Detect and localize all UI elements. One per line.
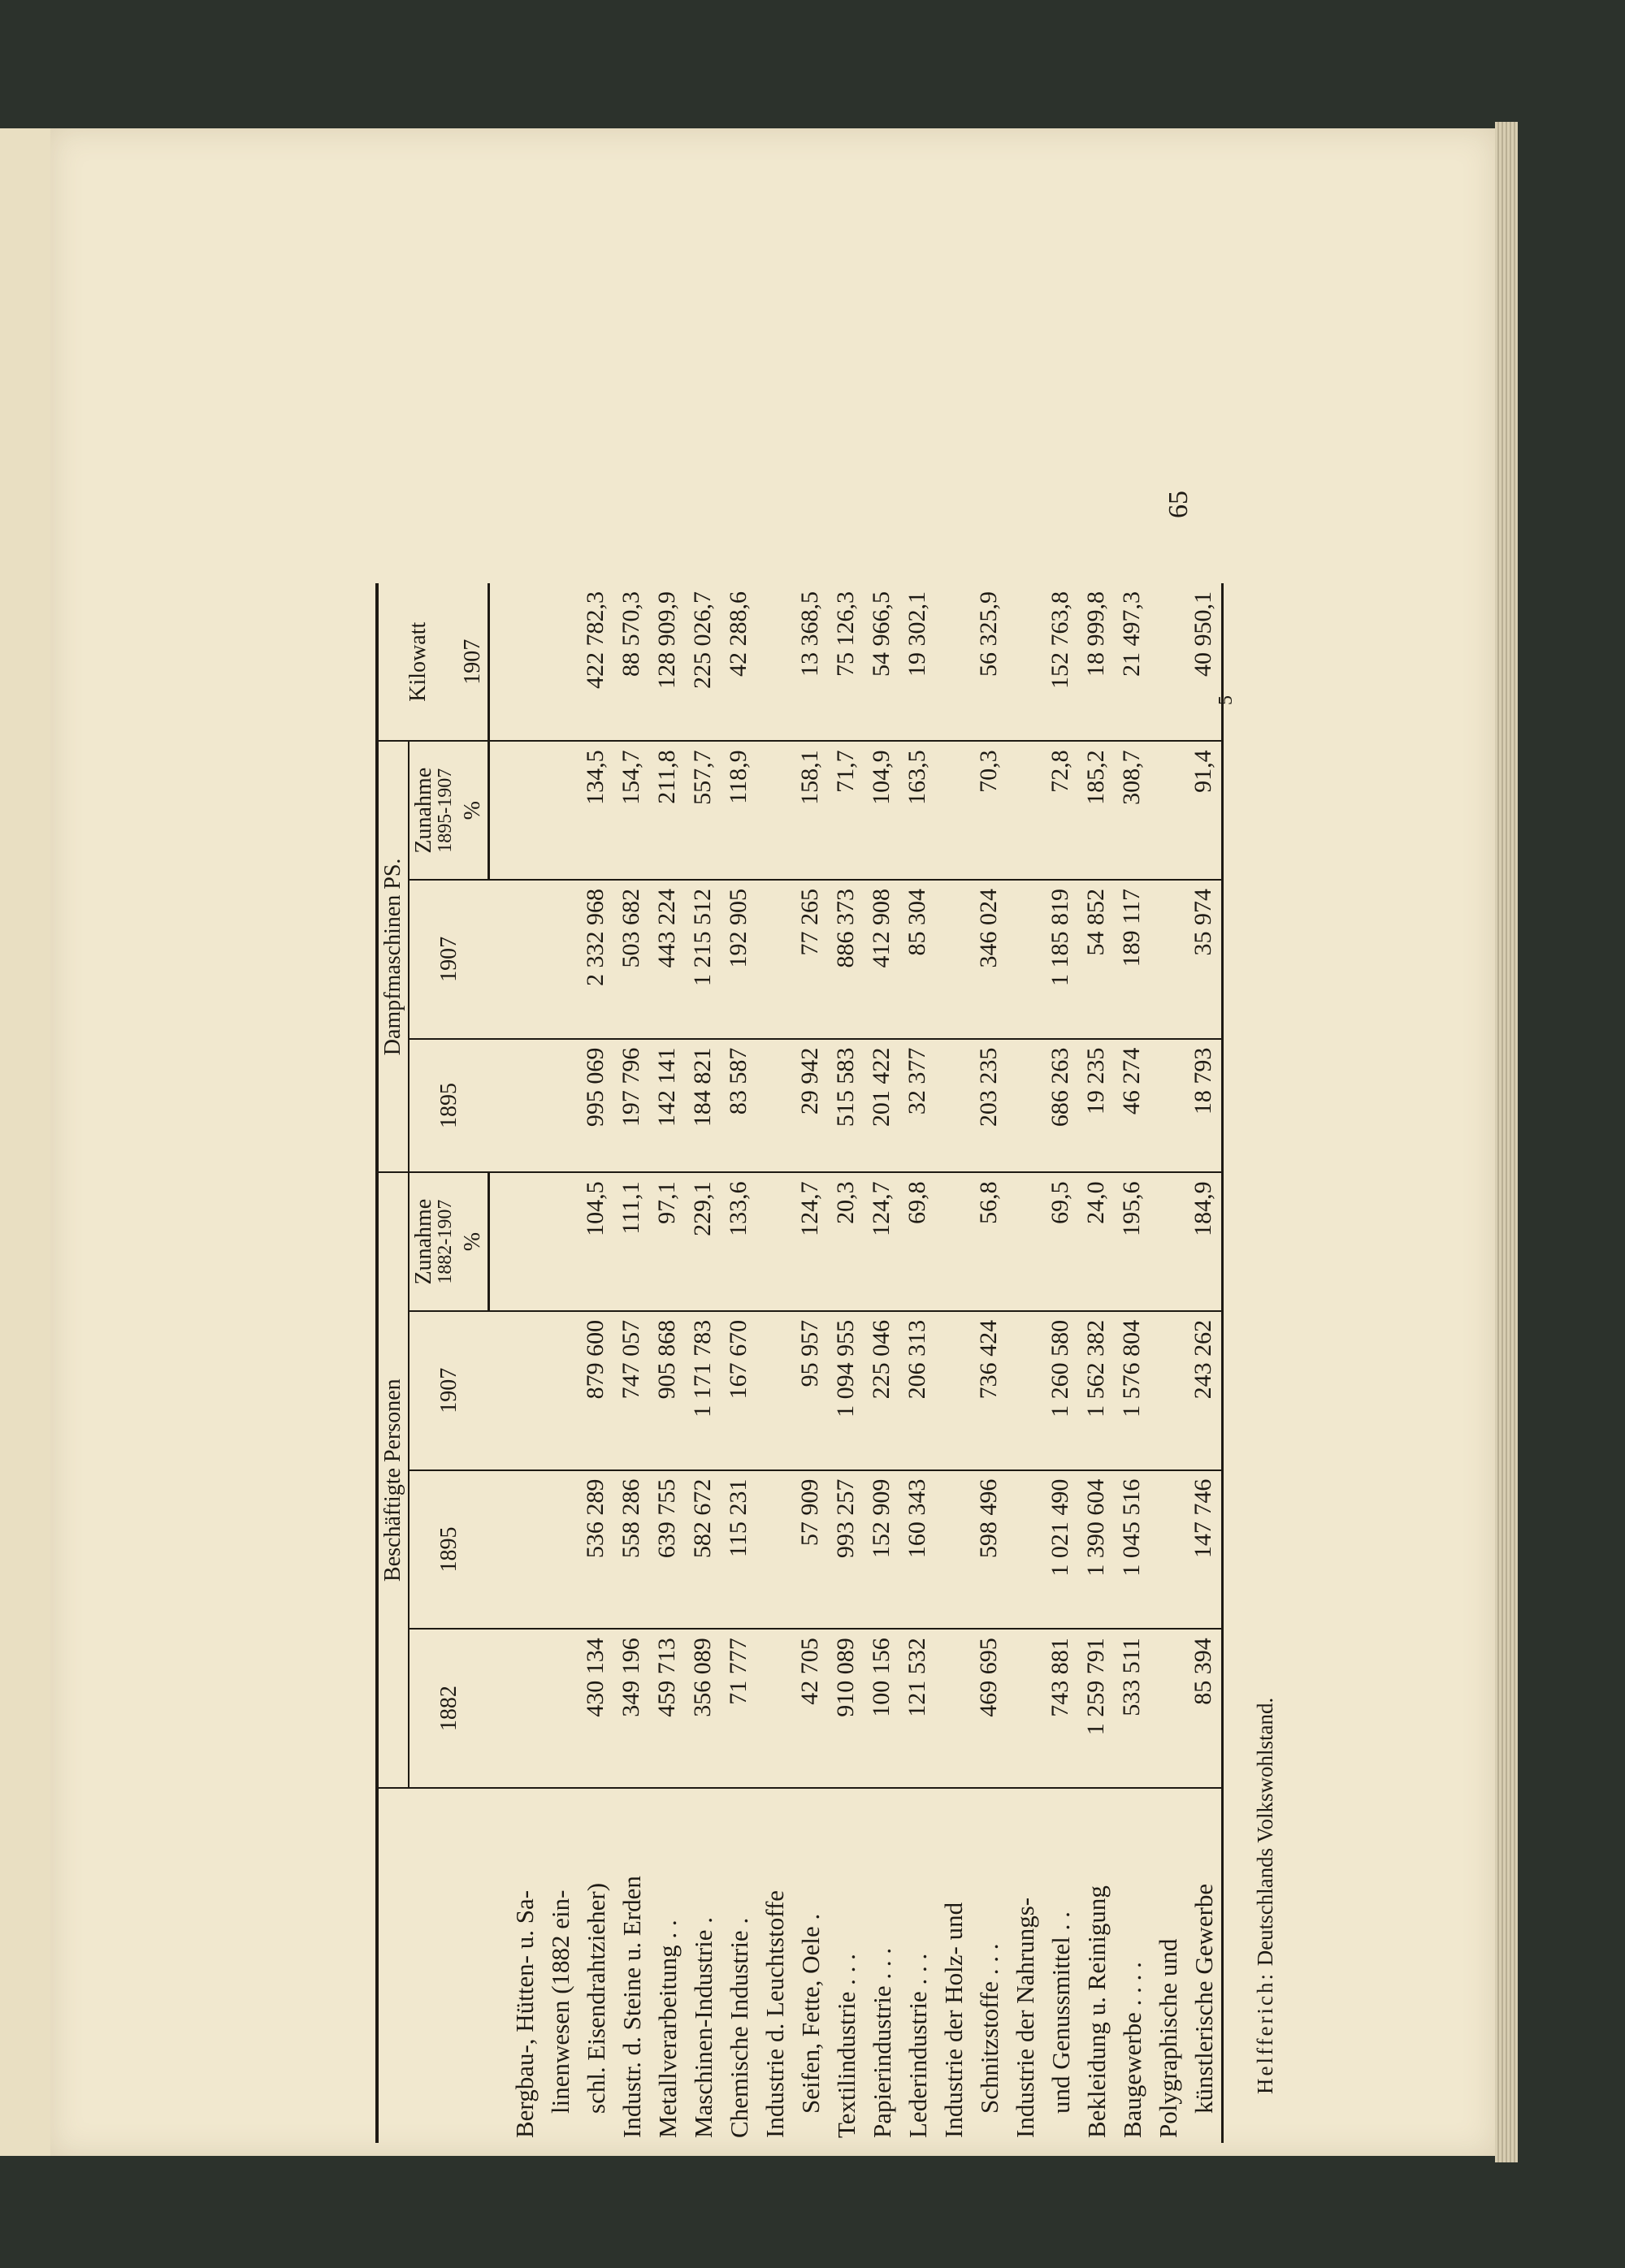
cell-s1907: 192 905	[721, 880, 756, 1039]
row-label: Industrie d. Leuchtstoffe	[760, 1889, 789, 2138]
persons-increase-word: Zunahme	[411, 1198, 436, 1285]
cell-p1882	[756, 1629, 792, 1788]
table-row	[506, 583, 542, 2143]
cell-s1907: 1 215 512	[685, 880, 721, 1039]
cell-s1895: 184 821	[685, 1039, 721, 1173]
cell-p1895: 147 746	[1185, 1470, 1223, 1630]
cell-p1882	[1007, 1629, 1042, 1788]
cell-kw: 19 302,1	[899, 583, 935, 741]
cell-s1895	[542, 1039, 578, 1173]
cell-sinc: 557,7	[685, 741, 721, 880]
row-label: Textilindustrie . . .	[831, 1954, 860, 2138]
row-label: Papierindustrie . . .	[867, 1947, 896, 2138]
cell-p1882: 121 532	[899, 1629, 935, 1788]
cell-p1882: 743 881	[1042, 1629, 1078, 1788]
cell-p1895: 558 286	[613, 1470, 649, 1630]
cell-sinc: 154,7	[613, 741, 649, 880]
cell-kw: 422 782,3	[578, 583, 613, 741]
cell-p1895	[542, 1470, 578, 1630]
row-label: künstlerische Gewerbe	[1185, 1788, 1223, 2143]
cell-kw	[542, 583, 578, 741]
cell-kw: 128 909,9	[649, 583, 685, 741]
cell-p1907: 243 262	[1185, 1311, 1223, 1470]
cell-s1895: 29 942	[792, 1039, 828, 1173]
cell-p1882: 349 196	[613, 1629, 649, 1788]
cell-p1907: 1 562 382	[1078, 1311, 1114, 1470]
cell-s1907	[756, 880, 792, 1039]
table-row	[649, 583, 685, 2143]
table-body	[489, 583, 1223, 2143]
cell-pinc	[1007, 1172, 1042, 1311]
cell-s1907: 346 024	[971, 880, 1007, 1039]
cell-s1907: 412 908	[864, 880, 899, 1039]
cell-sinc: 118,9	[721, 741, 756, 880]
cell-sinc: 91,4	[1185, 741, 1223, 880]
cell-p1895: 639 755	[649, 1470, 685, 1630]
cell-pinc: 24,0	[1078, 1172, 1114, 1311]
cell-s1907: 2 332 968	[578, 880, 613, 1039]
cell-pinc: 104,5	[578, 1172, 613, 1311]
cell-p1907	[935, 1311, 971, 1470]
cell-pinc: 124,7	[864, 1172, 899, 1311]
cell-kw	[935, 583, 971, 741]
cell-sinc	[1007, 741, 1042, 880]
cell-p1895	[1007, 1470, 1042, 1630]
page-edge	[1495, 122, 1518, 2162]
cell-s1907: 1 185 819	[1042, 880, 1078, 1039]
cell-kw	[506, 583, 542, 741]
cell-sinc: 71,7	[828, 741, 864, 880]
cell-p1907	[542, 1311, 578, 1470]
cell-pinc: 97,1	[649, 1172, 685, 1311]
table-row	[971, 583, 1007, 2143]
row-label: Industrie der Holz- und	[938, 1902, 968, 2138]
book-page	[50, 128, 1495, 2156]
cell-p1882: 459 713	[649, 1629, 685, 1788]
cell-s1895: 32 377	[899, 1039, 935, 1173]
row-label: Chemische Industrie .	[724, 1917, 753, 2138]
cell-pinc	[506, 1172, 542, 1311]
cell-p1895: 582 672	[685, 1470, 721, 1630]
table-row	[792, 583, 828, 2143]
persons-pct: %	[458, 1172, 489, 1311]
cell-s1895: 142 141	[649, 1039, 685, 1173]
cell-s1895	[935, 1039, 971, 1173]
cell-s1895: 46 274	[1114, 1039, 1150, 1173]
cell-p1907: 1 094 955	[828, 1311, 864, 1470]
cell-kw: 88 570,3	[613, 583, 649, 741]
cell-s1907	[1150, 880, 1185, 1039]
cell-pinc: 20,3	[828, 1172, 864, 1311]
cell-p1907: 905 868	[649, 1311, 685, 1470]
cell-p1882	[542, 1629, 578, 1788]
rotated-table-block	[375, 583, 1277, 2143]
cell-s1895: 197 796	[613, 1039, 649, 1173]
cell-sinc: 158,1	[792, 741, 828, 880]
table-row	[685, 583, 721, 2143]
header-kw1907: 1907	[458, 583, 489, 741]
header-p1907: 1907	[409, 1311, 489, 1470]
cell-s1907: 85 304	[899, 880, 935, 1039]
cell-p1895: 993 257	[828, 1470, 864, 1630]
cell-sinc: 185,2	[1078, 741, 1114, 880]
cell-s1907: 77 265	[792, 880, 828, 1039]
cell-p1907	[756, 1311, 792, 1470]
cell-s1895: 18 793	[1185, 1039, 1223, 1173]
table-row	[1007, 583, 1042, 2143]
cell-s1907: 35 974	[1185, 880, 1223, 1039]
cell-s1907	[935, 880, 971, 1039]
cell-sinc	[935, 741, 971, 880]
left-page-edge	[0, 128, 53, 2156]
cell-pinc	[542, 1172, 578, 1311]
cell-sinc: 134,5	[578, 741, 613, 880]
cell-p1882	[935, 1629, 971, 1788]
cell-p1907	[506, 1311, 542, 1470]
cell-sinc: 104,9	[864, 741, 899, 880]
table-row	[1185, 583, 1223, 2143]
cell-sinc: 211,8	[649, 741, 685, 880]
cell-s1907: 886 373	[828, 880, 864, 1039]
persons-increase-range: 1882-1907	[435, 1199, 456, 1284]
cell-p1895	[756, 1470, 792, 1630]
cell-sinc	[1150, 741, 1185, 880]
cell-p1895: 57 909	[792, 1470, 828, 1630]
cell-p1907: 747 057	[613, 1311, 649, 1470]
cell-pinc	[756, 1172, 792, 1311]
cell-sinc: 308,7	[1114, 741, 1150, 880]
row-label: Seifen, Fette, Oele .	[795, 1913, 825, 2114]
cell-p1895: 536 289	[578, 1470, 613, 1630]
header-p1895: 1895	[409, 1470, 489, 1630]
table-row	[1042, 583, 1078, 2143]
cell-p1907: 736 424	[971, 1311, 1007, 1470]
cell-p1907: 1 171 783	[685, 1311, 721, 1470]
cell-kw: 40 950,1	[1185, 583, 1223, 741]
cell-kw: 54 966,5	[864, 583, 899, 741]
cell-pinc: 69,5	[1042, 1172, 1078, 1311]
table-row	[1114, 583, 1150, 2143]
statistics-table	[375, 583, 1224, 2143]
cell-p1882: 85 394	[1185, 1629, 1223, 1788]
cell-s1895	[756, 1039, 792, 1173]
cell-sinc: 163,5	[899, 741, 935, 880]
cell-p1895: 598 496	[971, 1470, 1007, 1630]
header-steam-increase	[409, 741, 458, 880]
footer-title: Deutschlands Volkswohlstand.	[1253, 1697, 1277, 1967]
cell-s1895: 203 235	[971, 1039, 1007, 1173]
cell-s1895: 515 583	[828, 1039, 864, 1173]
row-label: schl. Eisendrahtzieher)	[581, 1882, 610, 2114]
cell-kw	[756, 583, 792, 741]
steam-pct: %	[458, 741, 489, 880]
row-label: Bekleidung u. Reinigung	[1081, 1885, 1111, 2138]
cell-s1907: 189 117	[1114, 880, 1150, 1039]
header-kilowatt: Kilowatt	[377, 583, 458, 741]
cell-s1895: 995 069	[578, 1039, 613, 1173]
cell-p1907	[1007, 1311, 1042, 1470]
cell-sinc: 70,3	[971, 741, 1007, 880]
cell-p1895: 1 045 516	[1114, 1470, 1150, 1630]
table-row	[935, 583, 971, 2143]
cell-kw	[1007, 583, 1042, 741]
cell-p1882: 100 156	[864, 1629, 899, 1788]
cell-s1907	[506, 880, 542, 1039]
cell-s1907: 443 224	[649, 880, 685, 1039]
cell-pinc: 111,1	[613, 1172, 649, 1311]
row-label: linenwesen (1882 ein-	[545, 1889, 574, 2114]
running-footer	[1253, 1038, 1278, 2094]
table-row	[542, 583, 578, 2143]
table-row	[1150, 583, 1185, 2143]
cell-pinc: 133,6	[721, 1172, 756, 1311]
cell-kw: 225 026,7	[685, 583, 721, 741]
cell-p1882: 356 089	[685, 1629, 721, 1788]
cell-kw: 152 763,8	[1042, 583, 1078, 741]
row-label: und Genussmittel . .	[1046, 1911, 1075, 2114]
cell-kw: 56 325,9	[971, 583, 1007, 741]
row-label: Metallverarbeitung . .	[652, 1920, 682, 2138]
header-persons: Beschäftigte Personen	[377, 1172, 409, 1788]
cell-s1895	[1007, 1039, 1042, 1173]
cell-pinc: 69,8	[899, 1172, 935, 1311]
cell-sinc	[756, 741, 792, 880]
cell-p1882: 910 089	[828, 1629, 864, 1788]
cell-sinc	[506, 741, 542, 880]
cell-p1895: 160 343	[899, 1470, 935, 1630]
table-row	[899, 583, 935, 2143]
cell-p1895: 152 909	[864, 1470, 899, 1630]
table-row	[721, 583, 756, 2143]
table-row	[828, 583, 864, 2143]
cell-p1895: 1 021 490	[1042, 1470, 1078, 1630]
sheet-signature: 5	[1216, 695, 1237, 705]
cell-p1895	[1150, 1470, 1185, 1630]
cell-sinc: 72,8	[1042, 741, 1078, 880]
cell-pinc: 229,1	[685, 1172, 721, 1311]
cell-kw: 21 497,3	[1114, 583, 1150, 741]
table-row	[756, 583, 792, 2143]
table-row	[578, 583, 613, 2143]
cell-pinc: 184,9	[1185, 1172, 1223, 1311]
cell-p1907: 95 957	[792, 1311, 828, 1470]
row-label: Baugewerbe . . . .	[1117, 1962, 1146, 2138]
page-number: 65	[1164, 491, 1194, 518]
header-persons-increase	[409, 1172, 458, 1311]
row-label: Lederindustrie . . .	[903, 1953, 932, 2138]
cell-s1907: 503 682	[613, 880, 649, 1039]
cell-sinc	[542, 741, 578, 880]
cell-pinc: 124,7	[792, 1172, 828, 1311]
cell-p1882: 533 511	[1114, 1629, 1150, 1788]
cell-s1895: 83 587	[721, 1039, 756, 1173]
header-s1907: 1907	[409, 880, 489, 1039]
cell-s1907: 54 852	[1078, 880, 1114, 1039]
cell-p1882: 71 777	[721, 1629, 756, 1788]
cell-s1907	[1007, 880, 1042, 1039]
header-s1895: 1895	[409, 1039, 489, 1173]
cell-kw	[1150, 583, 1185, 741]
cell-p1895	[935, 1470, 971, 1630]
cell-s1907	[542, 880, 578, 1039]
steam-increase-word: Zunahme	[411, 767, 436, 854]
cell-pinc	[1150, 1172, 1185, 1311]
label-header	[377, 1788, 489, 2143]
cell-pinc	[935, 1172, 971, 1311]
cell-p1895: 115 231	[721, 1470, 756, 1630]
cell-kw: 13 368,5	[792, 583, 828, 741]
cell-s1895: 19 235	[1078, 1039, 1114, 1173]
row-label: Polygraphische und	[1153, 1938, 1182, 2138]
table-row	[864, 583, 899, 2143]
cell-p1882: 469 695	[971, 1629, 1007, 1788]
cell-pinc: 195,6	[1114, 1172, 1150, 1311]
cell-s1895: 686 263	[1042, 1039, 1078, 1173]
cell-kw: 75 126,3	[828, 583, 864, 741]
cell-p1882	[506, 1629, 542, 1788]
cell-p1907: 225 046	[864, 1311, 899, 1470]
cell-p1882: 42 705	[792, 1629, 828, 1788]
cell-p1895	[506, 1470, 542, 1630]
cell-s1895	[506, 1039, 542, 1173]
cell-p1882	[1150, 1629, 1185, 1788]
cell-p1907: 167 670	[721, 1311, 756, 1470]
row-label: Maschinen-Industrie .	[688, 1916, 717, 2138]
cell-p1907: 879 600	[578, 1311, 613, 1470]
table-row	[1078, 583, 1114, 2143]
cell-pinc: 56,8	[971, 1172, 1007, 1311]
cell-s1895: 201 422	[864, 1039, 899, 1173]
row-label: Industrie der Nahrungs-	[1010, 1897, 1039, 2138]
cell-kw: 18 999,8	[1078, 583, 1114, 741]
header-steam: Dampfmaschinen PS.	[377, 741, 409, 1172]
footer-author: Helfferich:	[1253, 1972, 1277, 2094]
row-label: Bergbau-, Hütten- u. Sa-	[509, 1889, 539, 2138]
cell-p1907	[1150, 1311, 1185, 1470]
cell-kw: 42 288,6	[721, 583, 756, 741]
steam-increase-range: 1895-1907	[435, 768, 456, 853]
cell-p1882: 1 259 791	[1078, 1629, 1114, 1788]
cell-p1882: 430 134	[578, 1629, 613, 1788]
cell-p1907: 206 313	[899, 1311, 935, 1470]
header-p1882: 1882	[409, 1629, 489, 1788]
row-label: Schnitzstoffe . . .	[974, 1943, 1003, 2114]
cell-s1895	[1150, 1039, 1185, 1173]
row-label: Industr. d. Steine u. Erden	[617, 1876, 646, 2138]
cell-p1907: 1 260 580	[1042, 1311, 1078, 1470]
cell-p1907: 1 576 804	[1114, 1311, 1150, 1470]
table-row	[613, 583, 649, 2143]
cell-p1895: 1 390 604	[1078, 1470, 1114, 1630]
